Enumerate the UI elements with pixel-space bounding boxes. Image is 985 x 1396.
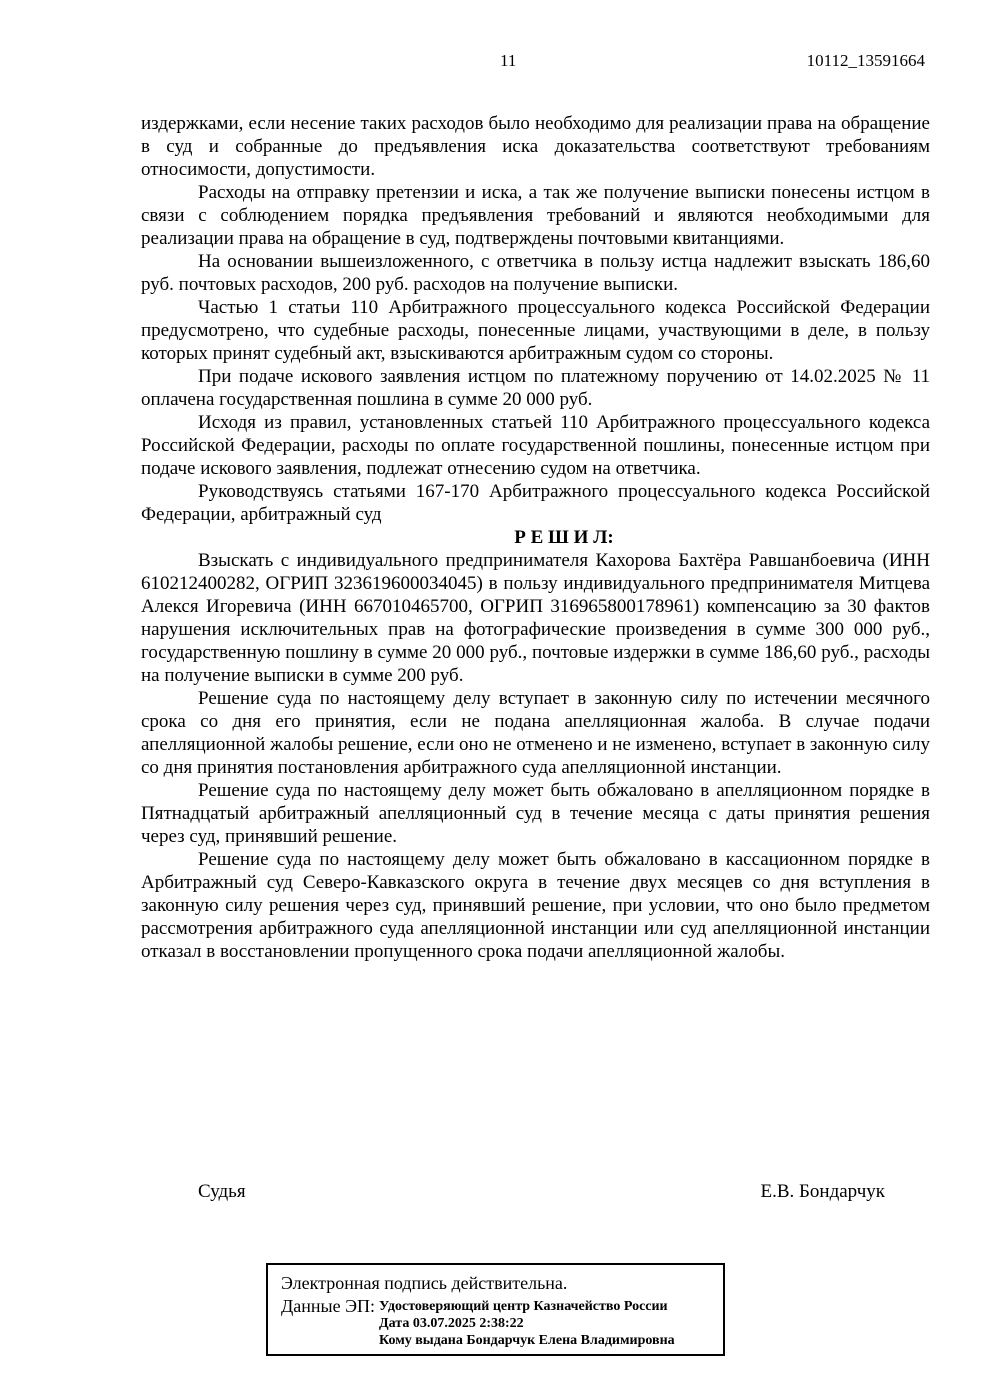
judge-label: Судья <box>198 1181 246 1202</box>
paragraph: Взыскать с индивидуального предпринимателя Кахорова Бахтёра Равшанбоевича (ИНН 610212400282, ОГРИП 323619600034045) в пользу индивидуального предпринимателя Митцева Алекся Игоревича (ИНН 667010465700, ОГРИП 316965800178961) компенсацию за 30 фактов нарушения исключительных прав на фотографические произведения в сумме 300 000 руб., государственную пошлину в сумме 20 000 руб., почтовые издержки в сумме 186,60 руб., расходы на получение выписки в сумме 200 руб. <box>141 550 930 686</box>
paragraph: Решение суда по настоящему делу может быть обжаловано в апелляционном порядке в Пятнадцатый арбитражный апелляционный суд в течение месяца с даты принятия решения через суд, принявший решение. <box>141 780 930 847</box>
signature-row <box>141 1180 930 1203</box>
stamp-detail-authority: Удостоверяющий центр Казначейство России <box>379 1299 668 1314</box>
paragraph: издержками, если несение таких расходов было необходимо для реализации права на обращение в суд и собранные до предъявления иска доказательства соответствуют требованиям относимости, допустимости. <box>141 113 930 180</box>
stamp-validity-text: Электронная подпись действительна. <box>281 1273 568 1293</box>
paragraph: Руководствуясь статьями 167-170 Арбитражного процессуального кодекса Российской Федерации, арбитражный суд <box>141 481 930 525</box>
stamp-data-label: Данные ЭП: <box>281 1296 375 1316</box>
paragraph: На основании вышеизложенного, с ответчика в пользу истца надлежит взыскать 186,60 руб. почтовых расходов, 200 руб. расходов на получение выписки. <box>141 251 930 295</box>
judge-name: Е.В. Бондарчук <box>760 1181 885 1202</box>
stamp-data-row <box>281 1295 723 1349</box>
page-number: 11 <box>500 51 517 70</box>
paragraph: Решение суда по настоящему делу вступает в законную силу по истечении месячного срока со дня его принятия, если не подана апелляционная жалоба. В случае подачи апелляционной жалобы решение, если оно не отменено и не изменено, вступает в законную силу со дня принятия постановления арбитражного суда апелляционной инстанции. <box>141 688 930 778</box>
stamp-detail-date: Дата 03.07.2025 2:38:22 <box>379 1316 524 1331</box>
document-body <box>141 112 930 963</box>
paragraph: Исходя из правил, установленных статьей 110 Арбитражного процессуального кодекса Российской Федерации, расходы по оплате государственной пошлины, понесенные истцом при подаче искового заявления, подлежат отнесению судом на ответчика. <box>141 412 930 479</box>
stamp-detail-issued-to: Кому выдана Бондарчук Елена Владимировна <box>379 1333 675 1348</box>
stamp-details <box>379 1295 675 1349</box>
paragraph: Решение суда по настоящему делу может быть обжаловано в кассационном порядке в Арбитражный суд Северо-Кавказского округа в течение двух месяцев со дня вступления в законную силу решения через суд, принявший решение, при условии, что оно было предметом рассмотрения арбитражного суда апелляционной инстанции или суд апелляционной инстанции отказал в восстановлении пропущенного срока подачи апелляционной жалобы. <box>141 849 930 962</box>
document-id: 10112_13591664 <box>806 51 925 70</box>
paragraph: При подаче искового заявления истцом по платежному поручению от 14.02.2025 № 11 оплачена государственная пошлина в сумме 20 000 руб. <box>141 366 930 410</box>
paragraph: Расходы на отправку претензии и иска, а так же получение выписки понесены истцом в связи с соблюдением порядка предъявления требований и являются необходимыми для реализации права на обращение в суд, подтверждены почтовыми квитанциями. <box>141 182 930 249</box>
paragraph: Частью 1 статьи 110 Арбитражного процессуального кодекса Российской Федерации предусмотрено, что судебные расходы, понесенные лицами, участвующими в деле, в пользу которых принят судебный акт, взыскиваются арбитражным судом со стороны. <box>141 297 930 364</box>
electronic-signature-stamp <box>266 1263 725 1356</box>
resolution-heading: Р Е Ш И Л: <box>514 527 614 548</box>
